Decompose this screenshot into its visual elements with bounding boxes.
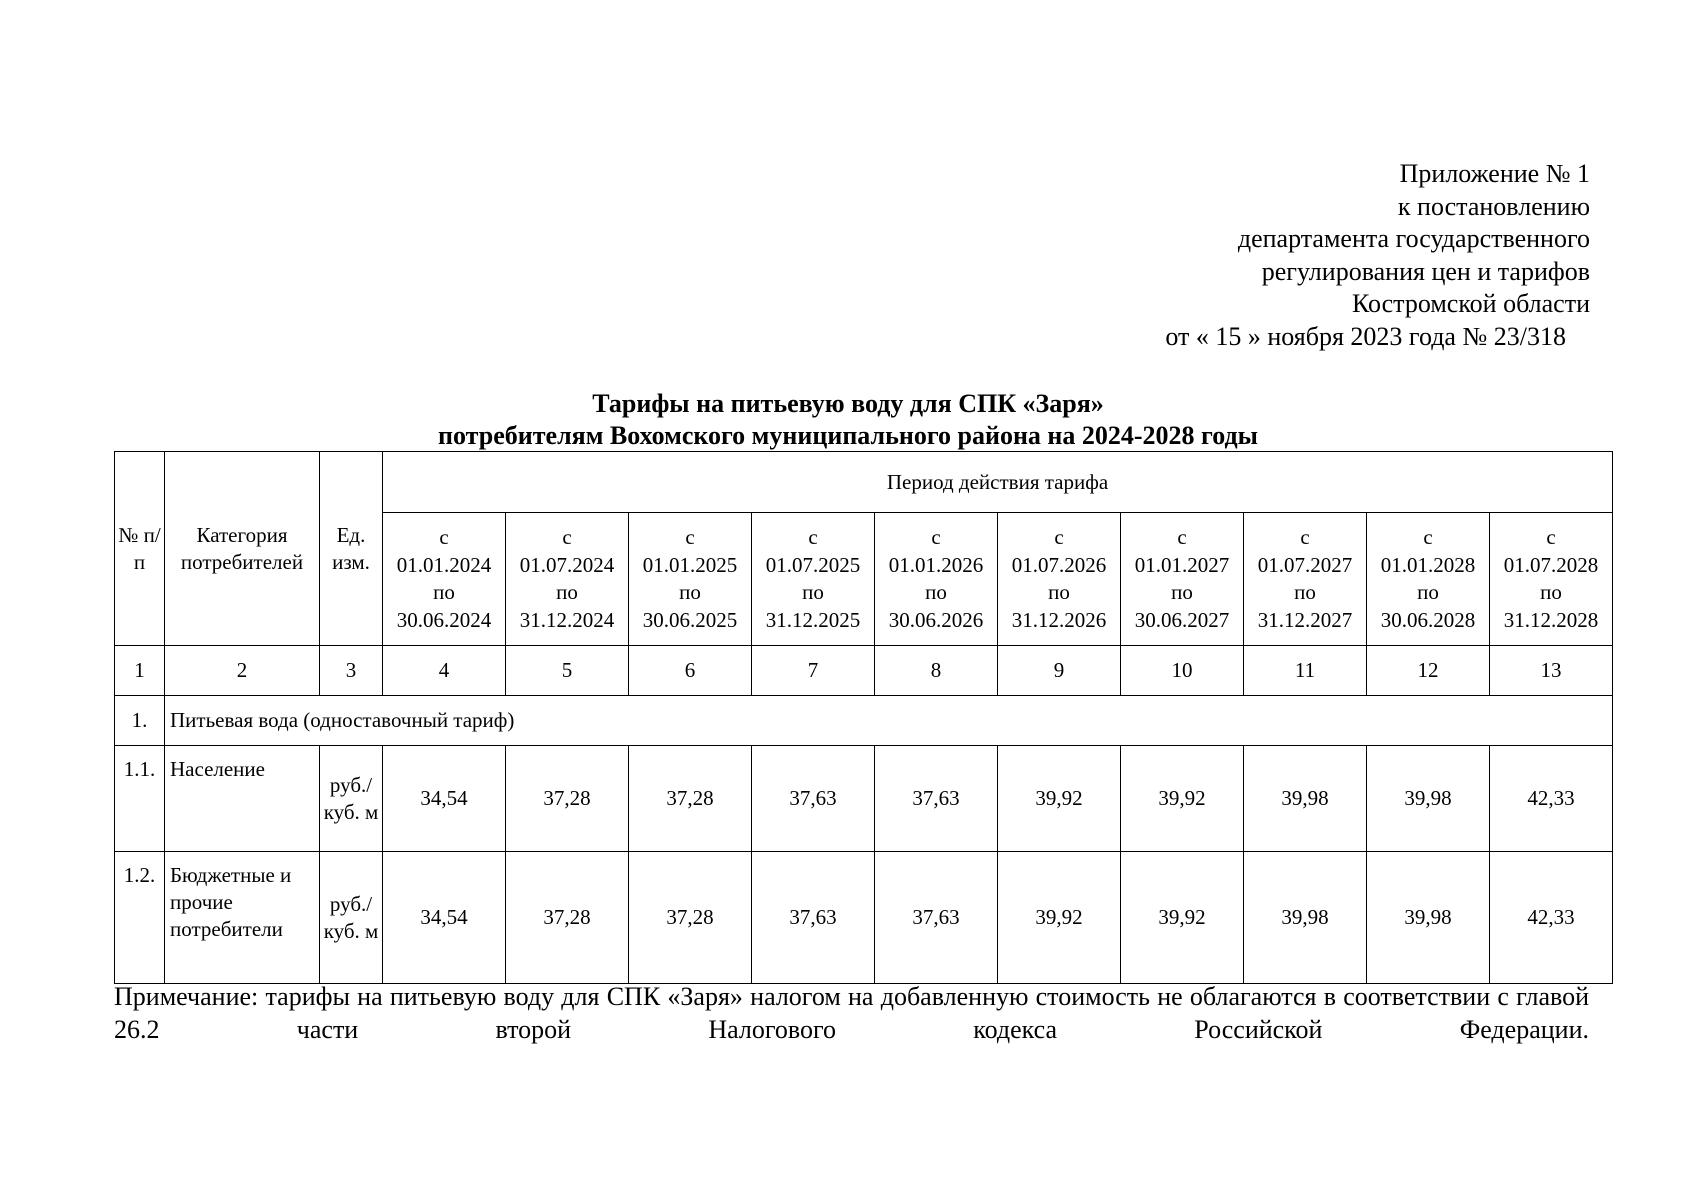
period-cell <box>383 513 506 646</box>
tariff-value-cell: 39,98 <box>1367 746 1490 852</box>
period-from-prefix: с <box>439 525 449 549</box>
tariff-value-cell: 39,92 <box>1121 746 1244 852</box>
period-to-prefix: по <box>1540 580 1562 604</box>
tariff-value-cell: 34,54 <box>383 746 506 852</box>
note-text: Примечание: тарифы на питьевую воду для СПК «Заря» налогом на добавленную стоимость не облагаются в соответствии с главой 26.2 части второй Налогового кодекса Российской Федерации. <box>114 982 1589 1044</box>
appendix-block <box>1080 158 1590 353</box>
period-to-prefix: по <box>1294 580 1316 604</box>
period-to-prefix: по <box>925 580 947 604</box>
column-number-cell: 8 <box>875 646 998 696</box>
period-to: 31.12.2025 <box>765 607 861 632</box>
row-category: Бюджетные и прочие потребители <box>165 852 320 984</box>
column-number-cell: 5 <box>506 646 629 696</box>
table-row <box>115 746 1613 852</box>
header-num: № п/п <box>115 452 165 646</box>
period-cell <box>506 513 629 646</box>
tariff-value-cell: 39,98 <box>1367 852 1490 984</box>
tariff-value-cell: 39,92 <box>998 852 1121 984</box>
tariff-value-cell: 37,63 <box>875 746 998 852</box>
tariff-value-cell: 37,28 <box>629 746 752 852</box>
period-to-prefix: по <box>679 580 701 604</box>
tariff-value-cell: 37,28 <box>506 852 629 984</box>
tariff-value-cell: 42,33 <box>1490 746 1613 852</box>
appendix-line-2: к постановлению <box>1397 191 1590 221</box>
period-from-prefix: с <box>562 525 572 549</box>
period-from-prefix: с <box>1177 525 1187 549</box>
period-to: 30.06.2027 <box>1134 607 1230 632</box>
column-number-cell: 3 <box>320 646 383 696</box>
tariff-value-cell: 37,28 <box>629 852 752 984</box>
period-cell <box>1367 513 1490 646</box>
period-to-prefix: по <box>433 580 455 604</box>
column-number-cell: 1 <box>115 646 165 696</box>
period-from-prefix: с <box>1054 525 1064 549</box>
period-from: 01.01.2024 <box>396 552 492 577</box>
period-to: 31.12.2027 <box>1257 607 1353 632</box>
period-from: 01.01.2028 <box>1380 552 1476 577</box>
table-row <box>115 852 1613 984</box>
period-from: 01.07.2027 <box>1257 552 1353 577</box>
tariffs-table <box>114 451 1613 984</box>
header-category: Категория потребителей <box>165 452 320 646</box>
row-category: Население <box>165 746 320 852</box>
header-period: Период действия тарифа <box>383 452 1613 513</box>
period-from: 01.07.2024 <box>519 552 615 577</box>
period-to: 30.06.2026 <box>888 607 984 632</box>
period-from: 01.01.2025 <box>642 552 738 577</box>
tariff-value-cell: 39,98 <box>1244 852 1367 984</box>
period-from-prefix: с <box>685 525 695 549</box>
section-row <box>115 696 1613 746</box>
header-unit: Ед. изм. <box>320 452 383 646</box>
period-from: 01.01.2027 <box>1134 552 1230 577</box>
period-to: 31.12.2024 <box>519 607 615 632</box>
period-from-prefix: с <box>1423 525 1433 549</box>
column-number-cell: 6 <box>629 646 752 696</box>
section-label: Питьевая вода (одноставочный тариф) <box>165 696 1613 746</box>
period-from-prefix: с <box>1300 525 1310 549</box>
period-to: 31.12.2028 <box>1503 607 1599 632</box>
document-title <box>0 388 1696 452</box>
tariff-value-cell: 34,54 <box>383 852 506 984</box>
column-number-cell: 12 <box>1367 646 1490 696</box>
period-to: 30.06.2025 <box>642 607 738 632</box>
period-to-prefix: по <box>1048 580 1070 604</box>
row-num: 1.1. <box>115 746 165 852</box>
column-number-cell: 4 <box>383 646 506 696</box>
period-cell <box>1490 513 1613 646</box>
tariff-value-cell: 39,92 <box>998 746 1121 852</box>
tariff-value-cell: 39,92 <box>1121 852 1244 984</box>
period-from: 01.07.2025 <box>765 552 861 577</box>
tariff-value-cell: 42,33 <box>1490 852 1613 984</box>
period-cell <box>629 513 752 646</box>
period-from-prefix: с <box>931 525 941 549</box>
tariff-value-cell: 37,28 <box>506 746 629 852</box>
period-from-prefix: с <box>808 525 818 549</box>
tariff-value-cell: 37,63 <box>752 852 875 984</box>
column-number-cell: 2 <box>165 646 320 696</box>
period-to-prefix: по <box>556 580 578 604</box>
period-to: 30.06.2028 <box>1380 607 1476 632</box>
appendix-line-1: Приложение № 1 <box>1399 159 1590 188</box>
period-from: 01.07.2026 <box>1011 552 1107 577</box>
column-number-cell: 11 <box>1244 646 1367 696</box>
appendix-line-4: регулирования цен и тарифов <box>1261 256 1590 286</box>
appendix-line-6: от « 15 » ноября 2023 года № 23/318 <box>1165 321 1566 351</box>
period-from-prefix: с <box>1546 525 1556 549</box>
title-line-2: потребителям Вохомского муниципального района на 2024-2028 годы <box>438 421 1258 450</box>
period-cell <box>1121 513 1244 646</box>
tariff-value-cell: 39,98 <box>1244 746 1367 852</box>
column-number-cell: 10 <box>1121 646 1244 696</box>
period-to: 31.12.2026 <box>1011 607 1107 632</box>
row-num: 1.2. <box>115 852 165 984</box>
appendix-line-5: Костромской области <box>1351 289 1590 318</box>
period-to: 30.06.2024 <box>396 607 492 632</box>
row-unit: руб./ куб. м <box>320 852 383 984</box>
period-to-prefix: по <box>1171 580 1193 604</box>
section-num: 1. <box>115 696 165 746</box>
column-number-cell: 13 <box>1490 646 1613 696</box>
period-cell <box>998 513 1121 646</box>
row-unit: руб./ куб. м <box>320 746 383 852</box>
period-cell <box>875 513 998 646</box>
title-line-1: Тарифы на питьевую воду для СПК «Заря» <box>592 389 1104 418</box>
column-number-cell: 9 <box>998 646 1121 696</box>
column-number-cell: 7 <box>752 646 875 696</box>
period-to-prefix: по <box>802 580 824 604</box>
appendix-line-3: департамента государственного <box>1237 224 1590 253</box>
period-cell <box>1244 513 1367 646</box>
period-to-prefix: по <box>1417 580 1439 604</box>
tariff-value-cell: 37,63 <box>875 852 998 984</box>
column-numbers-row <box>115 646 1613 696</box>
period-from: 01.07.2028 <box>1503 552 1599 577</box>
period-cell <box>752 513 875 646</box>
header-row-period <box>115 452 1613 513</box>
period-from: 01.01.2026 <box>888 552 984 577</box>
tariff-value-cell: 37,63 <box>752 746 875 852</box>
